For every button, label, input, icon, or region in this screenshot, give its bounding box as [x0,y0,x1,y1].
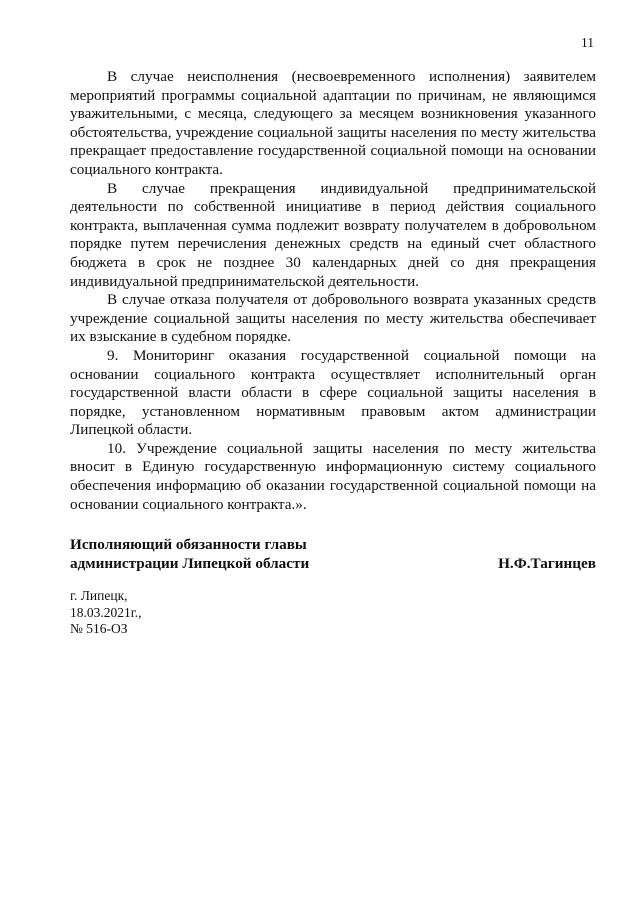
signature-title-line1: Исполняющий обязанности главы [70,536,307,553]
paragraph-business-termination: В случае прекращения индивидуальной предпринимательской деятельности по собственной инициативе в период действия социального контракта, выплаченная сумма подлежит возврату получателем в добровольном порядке путем перечисления денежных средств на единый счет областного бюджета в срок не позднее 30 календарных дней со дня прекращения индивидуальной предпринимательской деятельности. [70,179,596,290]
signature-title-line2: администрации Липецкой области [70,555,310,572]
paragraph-item-10-information-system: 10. Учреждение социальной защиты населения по месту жительства вносит в Единую государственную информационную систему социального обеспечения информацию об оказании государственной социальной помощи на основании социального контракта.». [70,439,596,513]
footer-date: 18.03.2021г., [70,604,142,620]
footer-law-number: № 516-ОЗ [70,621,128,636]
page-number: 11 [581,35,594,50]
footer-city: г. Липецк, [70,588,128,603]
document-footer [70,588,142,638]
paragraph-refusal-refund: В случае отказа получателя от добровольного возврата указанных средств учреждение социальной защиты населения по месту жительства обеспечивает их взыскание в судебном порядке. [70,291,596,346]
signature-block [70,535,596,573]
paragraph-nonfulfillment: В случае неисполнения (несвоевременного исполнения) заявителем мероприятий программы социальной адаптации по причинам, не являющимся уважительными, с месяца, следующего за месяцем возникновения указанного обстоятельства, учреждение социальной защиты населения по месту жительства прекращает предоставление государственной социальной помощи на основании социального контракта. [70,68,596,178]
document-body [70,68,596,514]
paragraph-item-9-monitoring: 9. Мониторинг оказания государственной социальной помощи на основании социального контракта осуществляет исполнительный орган государственной власти области в сфере социальной защиты населения в порядке, установленном нормативным правовым актом администрации Липецкой области. [70,346,596,439]
signatory-name: Н.Ф.Тагинцев [498,555,596,572]
signature-row [70,554,596,573]
